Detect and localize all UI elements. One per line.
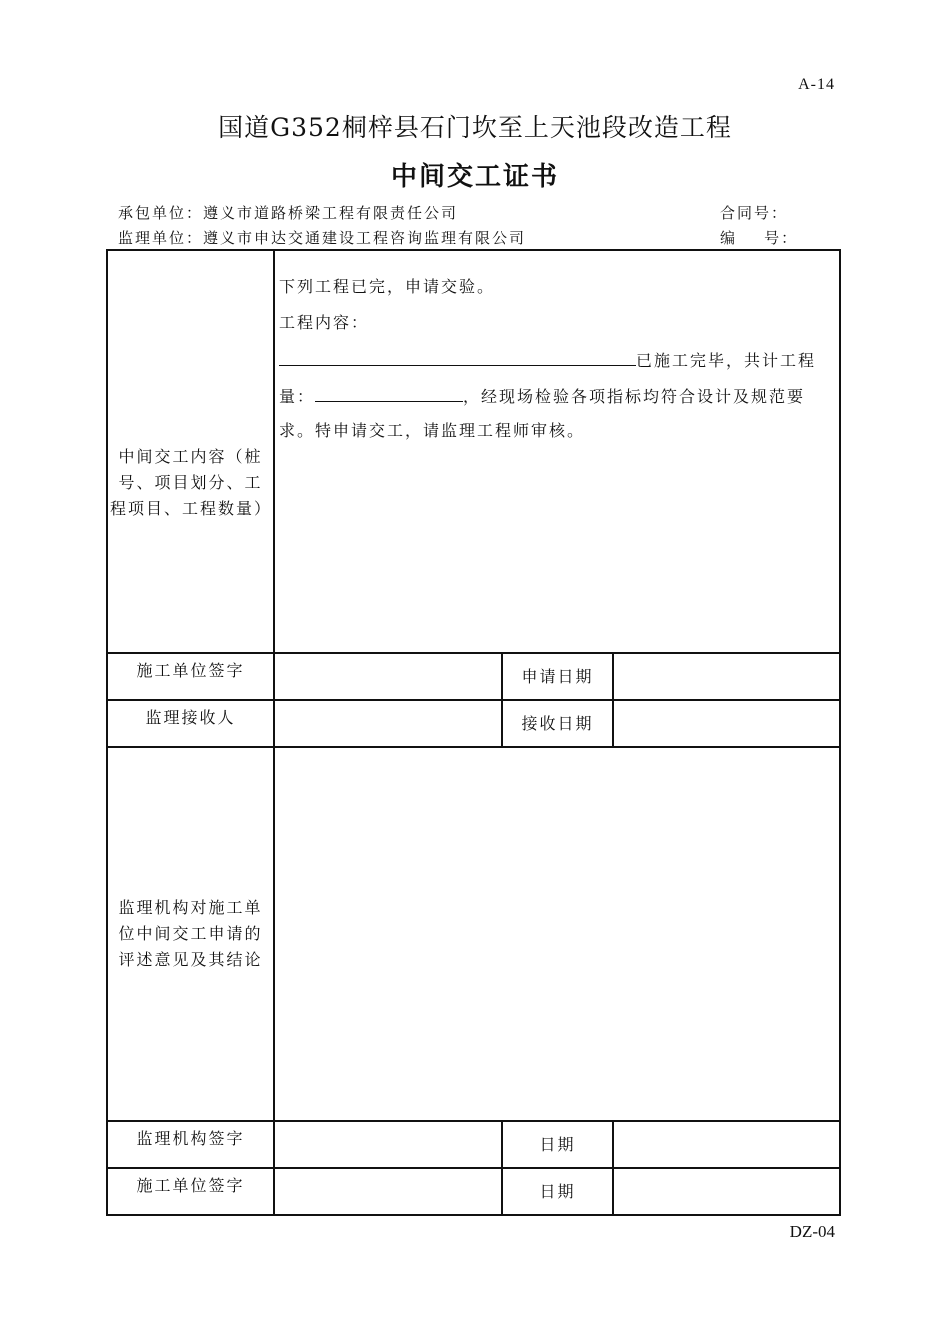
contractor-sign-label: 施工单位签字 <box>107 653 274 700</box>
serial-number-label: 编 号： <box>720 229 799 247</box>
footer-code: DZ-04 <box>789 1222 835 1241</box>
content-line-4-prefix: 量： <box>279 387 316 406</box>
contractor-unit: 承包单位：遵义市道路桥梁工程有限责任公司 <box>118 204 459 222</box>
content-line-4 <box>275 377 839 413</box>
contractor-sign2-field[interactable] <box>274 1168 502 1215</box>
content-line-3 <box>275 341 839 377</box>
receiver-label: 监理接收人 <box>107 700 274 747</box>
form-code: A-14 <box>798 76 835 93</box>
content-line-2: 工程内容： <box>279 313 370 332</box>
supervisor-sign-field[interactable] <box>274 1121 502 1168</box>
section1-content[interactable] <box>274 250 840 653</box>
contractor-date-label: 日期 <box>502 1168 613 1215</box>
content-line-1: 下列工程已完，申请交验。 <box>279 277 496 296</box>
table-row <box>107 1121 840 1168</box>
contractor-sign-field[interactable] <box>274 653 502 700</box>
contractor-sign2-label: 施工单位签字 <box>107 1168 274 1215</box>
document-title: 中间交工证书 <box>390 162 559 192</box>
receiver-field[interactable] <box>274 700 502 747</box>
certificate-table <box>106 249 841 1216</box>
receive-date-label: 接收日期 <box>502 700 613 747</box>
section2-label <box>107 747 274 1121</box>
section2-label-text: 监理机构对施工单位中间交工申请的评述意见及其结论 <box>118 898 263 969</box>
table-row <box>107 700 840 747</box>
contractor-date-field[interactable] <box>613 1168 840 1215</box>
contract-number-label: 合同号： <box>720 204 789 222</box>
apply-date-field[interactable] <box>613 653 840 700</box>
supervisor-date-field[interactable] <box>613 1121 840 1168</box>
apply-date-label: 申请日期 <box>502 653 613 700</box>
supervisor-sign-label: 监理机构签字 <box>107 1121 274 1168</box>
content-line-4-text: ，经现场检验各项指标均符合设计及规范要 <box>463 387 806 406</box>
section1-label-text: 中间交工内容（桩号、项目划分、工程项目、工程数量） <box>110 446 273 518</box>
table-row <box>107 250 840 653</box>
quantity-blank[interactable] <box>315 377 463 402</box>
content-line-5: 求。特申请交工，请监理工程师审核。 <box>279 421 586 440</box>
section2-content[interactable] <box>274 747 840 1121</box>
supervisor-date-label: 日期 <box>502 1121 613 1168</box>
table-row <box>107 1168 840 1215</box>
content-line-3-text: 已施工完毕，共计工程 <box>636 351 817 370</box>
receive-date-field[interactable] <box>613 700 840 747</box>
work-content-blank[interactable] <box>279 341 636 366</box>
project-title: 国道G352桐梓县石门坎至上天池段改造工程 <box>218 113 732 142</box>
section1-label <box>107 250 274 653</box>
supervisor-unit: 监理单位：遵义市申达交通建设工程咨询监理有限公司 <box>118 229 527 247</box>
table-row <box>107 747 840 1121</box>
table-row <box>107 653 840 700</box>
